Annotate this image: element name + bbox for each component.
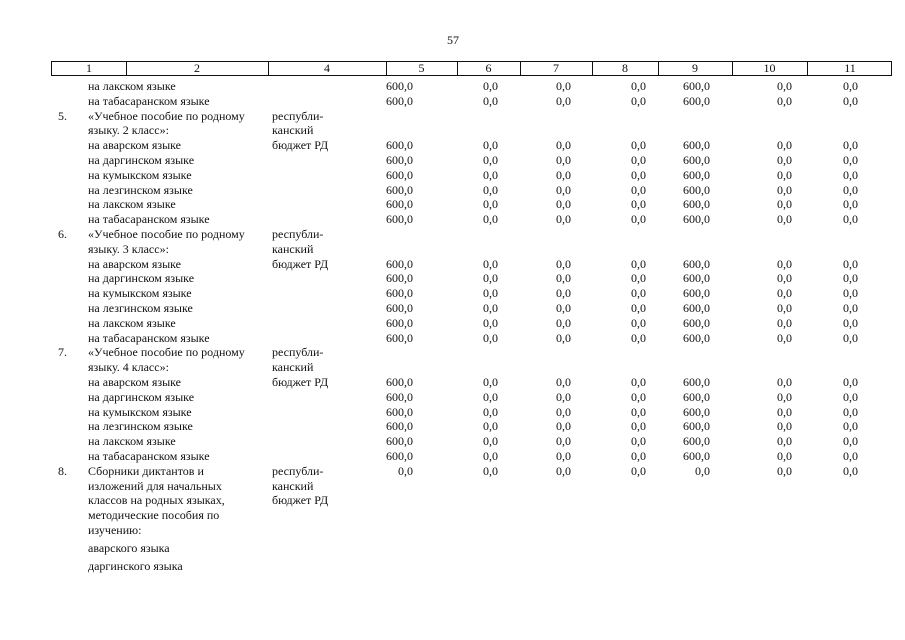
value-cell: 0,0 [556, 404, 571, 419]
value-cell: 0,0 [777, 301, 792, 315]
value-cell: 0,0 [631, 286, 646, 301]
table-header [51, 61, 892, 76]
value-cell: 600,0 [683, 301, 710, 315]
value-cell: 0,0 [631, 197, 646, 212]
value-cell: 600,0 [386, 330, 413, 345]
value-cell: 0,0 [556, 167, 571, 182]
row-name: на кумыкском языке [88, 167, 192, 182]
header-cell: 10 [763, 61, 776, 75]
value-cell: 0,0 [556, 286, 571, 301]
value-cell: 600,0 [386, 138, 413, 153]
row-name: на кумыкском языке [88, 404, 192, 419]
value-cell: 600,0 [386, 153, 413, 167]
value-cell: 0,0 [483, 138, 498, 153]
value-cell: 0,0 [695, 463, 710, 478]
value-cell: 0,0 [843, 138, 858, 153]
header-divider [592, 62, 593, 75]
value-cell: 0,0 [483, 434, 498, 449]
value-cell: 0,0 [483, 389, 498, 404]
value-cell: 0,0 [843, 153, 858, 167]
header-divider [520, 62, 521, 75]
value-cell: 0,0 [631, 449, 646, 463]
value-cell: 0,0 [556, 153, 571, 167]
value-cell: 0,0 [777, 79, 792, 93]
row-name: на даргинском языке [88, 153, 195, 167]
header-cell: 4 [324, 61, 330, 75]
funding-source: канский [272, 478, 314, 493]
value-cell: 0,0 [483, 153, 498, 167]
header-cell: 7 [553, 61, 559, 75]
row-name: Сборники диктантов и [88, 463, 204, 478]
value-cell: 0,0 [631, 301, 646, 315]
value-cell: 0,0 [483, 286, 498, 301]
value-cell: 600,0 [386, 256, 413, 271]
value-cell: 0,0 [777, 182, 792, 197]
value-cell: 0,0 [631, 182, 646, 197]
value-cell: 0,0 [631, 138, 646, 153]
value-cell: 0,0 [777, 212, 792, 227]
value-cell: 0,0 [843, 212, 858, 227]
header-cell: 2 [194, 61, 200, 75]
value-cell: 0,0 [843, 434, 858, 449]
value-cell: 600,0 [683, 404, 710, 419]
header-divider [126, 62, 127, 75]
value-cell: 0,0 [483, 197, 498, 212]
value-cell: 0,0 [556, 449, 571, 463]
funding-source: республи- [272, 108, 324, 123]
header-divider [807, 62, 808, 75]
value-cell: 0,0 [631, 434, 646, 449]
value-cell: 0,0 [777, 419, 792, 434]
value-cell: 600,0 [683, 375, 710, 389]
value-cell: 0,0 [777, 138, 792, 153]
value-cell: 0,0 [777, 389, 792, 404]
value-cell: 0,0 [556, 315, 571, 330]
funding-source: бюджет РД [272, 375, 329, 389]
value-cell: 600,0 [386, 301, 413, 315]
funding-source: бюджет РД [272, 138, 329, 153]
value-cell: 0,0 [556, 256, 571, 271]
value-cell: 600,0 [683, 79, 710, 93]
value-cell: 0,0 [556, 79, 571, 93]
value-cell: 0,0 [483, 315, 498, 330]
header-divider [457, 62, 458, 75]
funding-source: канский [272, 360, 314, 375]
value-cell: 600,0 [683, 167, 710, 182]
value-cell: 0,0 [843, 419, 858, 434]
value-cell: 0,0 [556, 434, 571, 449]
value-cell: 0,0 [483, 212, 498, 227]
value-cell: 0,0 [556, 197, 571, 212]
value-cell: 0,0 [631, 404, 646, 419]
value-cell: 0,0 [556, 330, 571, 345]
value-cell: 0,0 [843, 197, 858, 212]
value-cell: 0,0 [631, 167, 646, 182]
value-cell: 0,0 [631, 271, 646, 286]
value-cell: 0,0 [843, 375, 858, 389]
row-name: классов на родных языках, [88, 493, 225, 508]
value-cell: 600,0 [386, 79, 413, 93]
value-cell: 600,0 [386, 419, 413, 434]
value-cell: 0,0 [483, 404, 498, 419]
value-cell: 0,0 [843, 182, 858, 197]
header-cell: 6 [485, 61, 492, 75]
value-cell: 600,0 [386, 286, 413, 301]
value-cell: 600,0 [683, 197, 710, 212]
value-cell: 0,0 [777, 449, 792, 463]
row-name: на лакском языке [88, 79, 176, 93]
funding-source: бюджет РД [272, 256, 329, 271]
value-cell: 0,0 [556, 182, 571, 197]
page-number: 57 [447, 33, 459, 47]
value-cell: 0,0 [556, 375, 571, 389]
row-name: на табасаранском языке [88, 449, 210, 463]
value-cell: 0,0 [631, 256, 646, 271]
value-cell: 600,0 [683, 286, 710, 301]
value-cell: 600,0 [386, 389, 413, 404]
value-cell: 0,0 [777, 404, 792, 419]
value-cell: 0,0 [483, 256, 498, 271]
value-cell: 0,0 [483, 167, 498, 182]
header-divider [732, 62, 733, 75]
value-cell: 600,0 [386, 271, 413, 286]
value-cell: 600,0 [683, 315, 710, 330]
value-cell: 0,0 [483, 375, 498, 389]
value-cell: 600,0 [683, 419, 710, 434]
value-cell: 0,0 [483, 449, 498, 463]
value-cell: 0,0 [777, 286, 792, 301]
value-cell: 600,0 [683, 449, 710, 463]
value-cell: 0,0 [556, 212, 571, 227]
row-name: на кумыкском языке [88, 286, 192, 301]
value-cell: 0,0 [483, 182, 498, 197]
value-cell: 600,0 [386, 93, 413, 108]
row-name: на табасаранском языке [88, 93, 210, 108]
row-name: «Учебное пособие по родному [88, 227, 245, 241]
value-cell: 0,0 [777, 167, 792, 182]
value-cell: 0,0 [483, 79, 498, 93]
value-cell: 0,0 [483, 271, 498, 286]
value-cell: 0,0 [631, 79, 646, 93]
value-cell: 0,0 [556, 463, 571, 478]
value-cell: 0,0 [556, 138, 571, 153]
value-cell: 0,0 [556, 271, 571, 286]
header-cell: 8 [622, 61, 628, 75]
row-name: на даргинском языке [88, 389, 195, 404]
row-name: языку. 4 класс»: [88, 360, 169, 375]
value-cell: 0,0 [777, 330, 792, 345]
row-name: изложений для начальных [88, 478, 222, 493]
value-cell: 600,0 [386, 375, 413, 389]
row-name: аварского языка [88, 540, 170, 555]
value-cell: 0,0 [843, 271, 858, 286]
value-cell: 0,0 [843, 315, 858, 330]
funding-source: канский [272, 123, 314, 138]
funding-source: республи- [272, 463, 324, 478]
value-cell: 600,0 [683, 182, 710, 197]
value-cell: 600,0 [683, 153, 710, 167]
row-name: «Учебное пособие по родному [88, 108, 245, 123]
value-cell: 0,0 [631, 375, 646, 389]
row-name: на аварском языке [88, 256, 181, 271]
row-name: на лезгинском языке [88, 301, 193, 315]
value-cell: 0,0 [777, 197, 792, 212]
value-cell: 0,0 [843, 301, 858, 315]
row-number: 8. [58, 463, 67, 478]
value-cell: 0,0 [777, 256, 792, 271]
value-cell: 0,0 [843, 463, 858, 478]
value-cell: 0,0 [631, 463, 646, 478]
value-cell: 0,0 [483, 463, 498, 478]
row-name: на лезгинском языке [88, 419, 193, 434]
value-cell: 0,0 [556, 301, 571, 315]
value-cell: 600,0 [386, 404, 413, 419]
value-cell: 0,0 [631, 153, 646, 167]
value-cell: 0,0 [556, 419, 571, 434]
value-cell: 0,0 [843, 286, 858, 301]
value-cell: 0,0 [777, 271, 792, 286]
value-cell: 600,0 [683, 212, 710, 227]
value-cell: 600,0 [386, 197, 413, 212]
value-cell: 600,0 [386, 434, 413, 449]
value-cell: 600,0 [386, 449, 413, 463]
row-name: на даргинском языке [88, 271, 195, 286]
row-name: даргинского языка [88, 558, 183, 573]
row-name: на аварском языке [88, 375, 181, 389]
value-cell: 600,0 [683, 271, 710, 286]
funding-source: канский [272, 241, 314, 256]
value-cell: 0,0 [556, 389, 571, 404]
header-divider [268, 62, 269, 75]
value-cell: 0,0 [777, 93, 792, 108]
value-cell: 0,0 [843, 404, 858, 419]
value-cell: 0,0 [631, 330, 646, 345]
value-cell: 600,0 [386, 167, 413, 182]
value-cell: 600,0 [386, 182, 413, 197]
value-cell: 0,0 [777, 153, 792, 167]
value-cell: 0,0 [398, 463, 413, 478]
value-cell: 0,0 [777, 315, 792, 330]
header-cell: 1 [86, 61, 92, 75]
row-name: на аварском языке [88, 138, 181, 153]
value-cell: 0,0 [631, 315, 646, 330]
value-cell: 0,0 [483, 419, 498, 434]
header-divider [658, 62, 659, 75]
header-cell: 11 [844, 61, 856, 75]
row-number: 6. [58, 227, 67, 241]
value-cell: 0,0 [843, 389, 858, 404]
row-name: на лакском языке [88, 315, 176, 330]
funding-source: бюджет РД [272, 493, 329, 508]
value-cell: 0,0 [556, 93, 571, 108]
value-cell: 600,0 [683, 256, 710, 271]
row-name: на лакском языке [88, 434, 176, 449]
value-cell: 0,0 [631, 389, 646, 404]
value-cell: 0,0 [777, 463, 792, 478]
header-cell: 9 [692, 61, 698, 75]
row-name: на табасаранском языке [88, 212, 210, 227]
value-cell: 0,0 [843, 256, 858, 271]
value-cell: 0,0 [777, 375, 792, 389]
value-cell: 0,0 [843, 330, 858, 345]
value-cell: 0,0 [843, 93, 858, 108]
row-name: методические пособия по [88, 508, 220, 523]
value-cell: 0,0 [631, 419, 646, 434]
value-cell: 0,0 [843, 449, 858, 463]
value-cell: 600,0 [386, 212, 413, 227]
value-cell: 0,0 [483, 301, 498, 315]
row-name: изучению: [88, 523, 142, 537]
value-cell: 600,0 [683, 138, 710, 153]
row-name: языку. 3 класс»: [88, 241, 169, 256]
row-name: на лезгинском языке [88, 182, 193, 197]
row-number: 7. [58, 345, 67, 360]
value-cell: 600,0 [683, 434, 710, 449]
header-cell: 5 [418, 61, 425, 75]
row-number: 5. [58, 108, 67, 123]
value-cell: 600,0 [683, 93, 710, 108]
row-name: языку. 2 класс»: [88, 123, 169, 138]
funding-source: республи- [272, 345, 324, 360]
value-cell: 0,0 [483, 330, 498, 345]
value-cell: 0,0 [631, 212, 646, 227]
value-cell: 600,0 [386, 315, 413, 330]
row-name: «Учебное пособие по родному [88, 345, 245, 360]
value-cell: 0,0 [483, 93, 498, 108]
value-cell: 0,0 [631, 93, 646, 108]
value-cell: 0,0 [777, 434, 792, 449]
header-divider [386, 62, 387, 75]
value-cell: 600,0 [683, 389, 710, 404]
value-cell: 600,0 [683, 330, 710, 345]
row-name: на табасаранском языке [88, 330, 210, 345]
row-name: на лакском языке [88, 197, 176, 212]
value-cell: 0,0 [843, 167, 858, 182]
value-cell: 0,0 [843, 79, 858, 93]
funding-source: республи- [272, 227, 324, 241]
